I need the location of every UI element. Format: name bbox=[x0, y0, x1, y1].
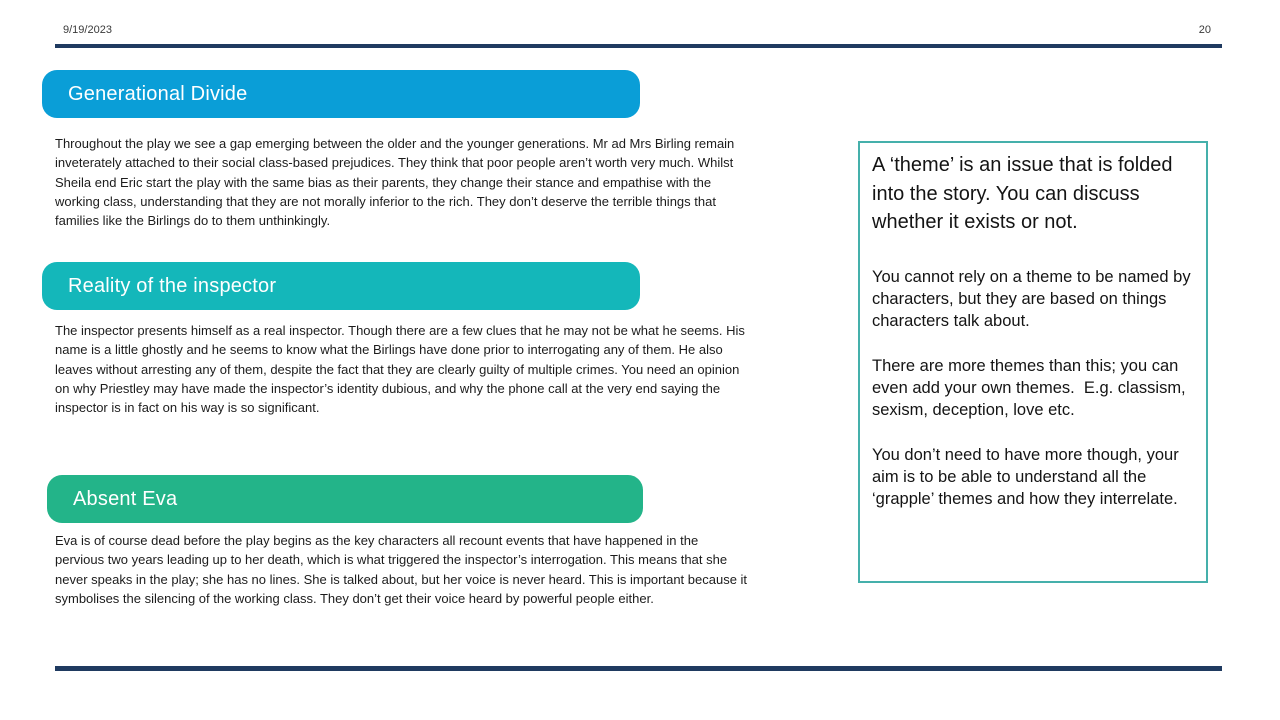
theme-note-paragraph: You don’t need to have more though, your aim is to be able to understand all the ‘grapple’ themes and how they interrelate. bbox=[872, 445, 1184, 508]
theme-note-paragraph: You cannot rely on a theme to be named by characters, but they are based on things characters talk about. bbox=[872, 267, 1196, 330]
section-title: Reality of the inspector bbox=[68, 274, 277, 297]
top-divider-rule bbox=[55, 44, 1222, 48]
section-body-absent-eva: Eva is of course dead before the play begins as the key characters all recount events that have happened in the pervious two years leading up to her death, which is what triggered the inspector’s interrogation. This means that she never speaks in the play; she has no lines. She is talked about, but her voice is never heard. This is important because it symbolises the silencing of the working class. They don’t get their voice heard by powerful people either. bbox=[55, 533, 751, 606]
bottom-divider-rule bbox=[55, 666, 1222, 671]
theme-note-lead: A ‘theme’ is an issue that is folded into the story. You can discuss whether it exists or not. bbox=[872, 154, 1179, 233]
slide-page-number: 20 bbox=[1198, 24, 1211, 36]
theme-note-paragraph: There are more themes than this; you can even add your own themes. E.g. classism, sexism, deception, love etc. bbox=[872, 356, 1191, 419]
section-banner-absent-eva bbox=[47, 475, 643, 523]
section-title: Generational Divide bbox=[68, 82, 248, 105]
section-body-generational-divide: Throughout the play we see a gap emerging between the older and the younger generations. Mr ad Mrs Birling remain inveterately attached to their social class-based prejudices. They think that poor people aren’t worth very much. Whilst Sheila end Eric start the play with the same bias as their parents, they change their stance and empathise with the working class, understanding that they are not morally inferior to the rich. They don’t deserve the terrible things that families like the Birlings do to them unthinkingly. bbox=[55, 136, 738, 229]
slide-date: 9/19/2023 bbox=[63, 24, 112, 36]
section-body-reality-of-the-inspector: The inspector presents himself as a real inspector. Though there are a few clues that he may not be what he seems. His name is a little ghostly and he seems to know what the Birlings have done prior to interrogating any of them. He also leaves without arresting any of them, despite the fact that they are clearly guilty of multiple crimes. You need an opinion on why Priestley may have made the inspector’s identity dubious, and why the phone call at the very end saying the inspector is in fact on his way is so significant. bbox=[55, 323, 749, 416]
section-banner-generational-divide bbox=[42, 70, 640, 118]
section-title: Absent Eva bbox=[73, 487, 178, 510]
section-banner-reality-of-the-inspector bbox=[42, 262, 640, 310]
theme-note-box bbox=[858, 141, 1208, 583]
